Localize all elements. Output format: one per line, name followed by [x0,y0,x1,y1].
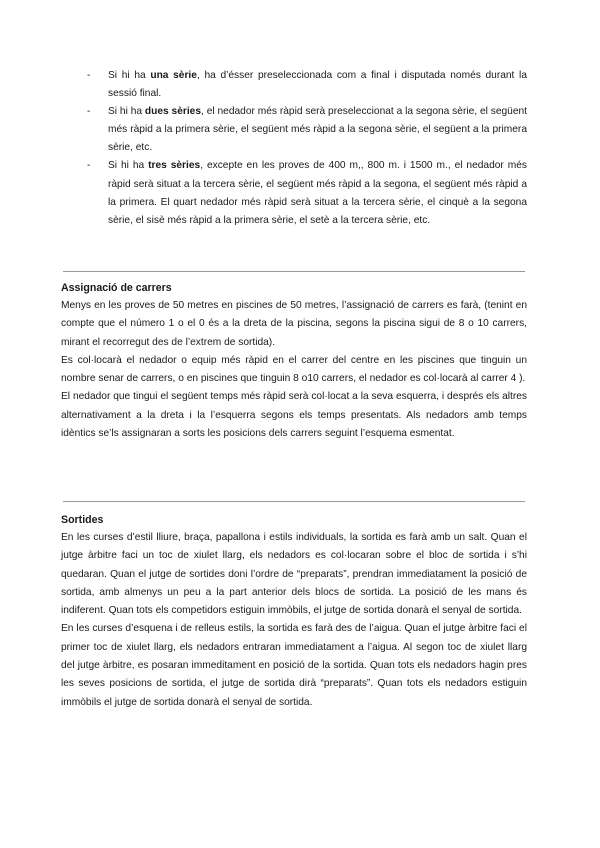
list-item: - Si hi ha una sèrie, ha d’ésser preseleccionada com a final i disputada només durant la sessió final. [87,67,527,103]
paragraph: Menys en les proves de 50 metres en piscines de 50 metres, l’assignació de carrers es farà, (tenint en compte que el número 1 o el 0 és a la dreta de la piscina, segons la piscina sigui de 8 o 10 carrers, mirant el recorregut des de l’extrem de sortida). [61,300,527,348]
list-dash: - [87,160,91,172]
list-item: - Si hi ha tres sèries, excepte en les proves de 400 m,, 800 m. i 1500 m., el nedador més ràpid serà situat a la tercera sèrie, el següent més ràpid a la segona, el següent més ràpid a la primera. El quart nedador més ràpid serà situat a la tercera sèrie, el cinquè a la segona sèrie, el sisè més ràpid a la primera sèrie, el setè a la tercera sèrie, etc. [87,157,527,229]
series-list [87,67,527,230]
paragraph: En les curses d’estil lliure, braça, papallona i estils individuals, la sortida es farà amb un salt. Quan el jutge àrbitre faci un toc de xiulet llarg, els nedadors es col·locaran sobre el bloc de sortida i s’hi quedaran. Quan el jutge de sortides doni l’ordre de “preparats”, prendran immediatament la posició de sortida, amb almenys un peu a la part anterior dels blocs de sortida. La posició de les mans és indiferent. Quan tots els competidors estiguin immòbils, el jutge de sortida donarà el senyal de sortida. [61,532,527,617]
section-title: Assignació de carrers [61,282,172,294]
bold-term: tres sèries [148,160,201,172]
section-starts [61,511,527,712]
list-dash: - [87,106,91,118]
section-title: Sortides [61,514,104,526]
list-item: - Si hi ha dues sèries, el nedador més ràpid serà preseleccionat a la segona sèrie, el següent més ràpid a la primera sèrie, el següent més ràpid a la segona sèrie, el següent a la primera sèrie, etc. [87,103,527,157]
paragraph: Es col·locarà el nedador o equip més ràpid en el carrer del centre en les piscines que tinguin un nombre senar de carrers, o en piscines que tinguin 8 o10 carrers, el nedador es col·locarà al carrer 4 ). [61,354,527,385]
bold-term: una sèrie [150,70,197,81]
paragraph: En les curses d’esquena i de relleus estils, la sortida es farà des de l’aigua. Quan el jutge àrbitre faci el primer toc de xiulet llarg, els nedadors entraran immediatament a l’aigua. Al segon toc de xiulet llarg del jutge àrbitre, es posaran immeditament en posició de la sortida. Quan tots els nedadors hagin pres les seves posicions de sortida, el jutge de sortida dirà “preparats”. Quan tots els nedadors estiguin immòbils el jutge de sortida donarà el senyal de sortida. [61,623,527,708]
bold-term: dues sèries [144,106,202,118]
section-divider [63,271,525,272]
paragraph: El nedador que tingui el següent temps més ràpid serà col·locat a la seva esquerra, i després els altres alternativament a la dreta i la l’esquerra segons els temps presentats. Als nedadors amb temps idèntics se’ls assignaran a sorts les posicions dels carrers seguint l’esquema esmentat. [61,391,527,440]
list-dash: - [87,70,91,81]
section-lane-assignment [61,279,527,443]
section-divider [63,501,525,502]
